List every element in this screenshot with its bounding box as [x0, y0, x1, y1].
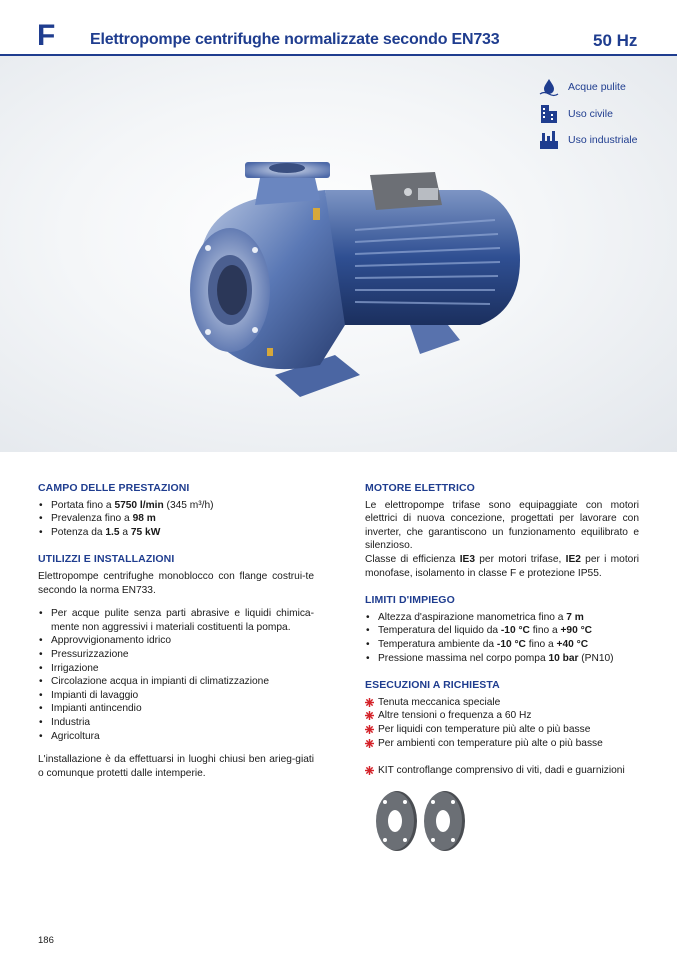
left-column: [38, 482, 314, 780]
use-label: Uso industriale: [568, 134, 638, 146]
list-item: • Prevalenza fino a 98 m: [38, 512, 314, 526]
page-title: Elettropompe centrifughe normalizzate secondo EN733: [90, 31, 500, 48]
asterisk-icon: [365, 711, 374, 720]
list-item: Per liquidi con temperature più alte o più basse: [365, 723, 639, 737]
kit-list: [365, 764, 639, 778]
use-item-industrial: [538, 127, 637, 153]
list-item: • Impianti di lavaggio: [38, 689, 314, 703]
water-drop-icon: [538, 76, 560, 98]
list-item: • Irrigazione: [38, 662, 314, 676]
section-letter: F: [37, 19, 56, 52]
list-item: • Potenza da 1.5 a 75 kW: [38, 526, 314, 540]
list-item: • Temperatura ambiente da -10 °C fino a +40 °C: [365, 638, 639, 652]
list-item: Per ambienti con temperature più alte o più basse: [365, 737, 639, 751]
list-item: • Temperatura del liquido da -10 °C fino a +90 °C: [365, 624, 639, 638]
campo-list: [38, 499, 314, 540]
use-item-clean-water: [538, 74, 637, 100]
limiti-heading: LIMITI D'IMPIEGO: [365, 594, 455, 607]
list-item: Tenuta meccanica speciale: [365, 696, 639, 710]
utilizzi-list: [38, 607, 314, 743]
civil-building-icon: [538, 103, 560, 125]
list-item: • Industria: [38, 716, 314, 730]
efficiency-text: Classe di efficienza IE3 per motori trifase, IE2 per i motori monofase, isolamento in classe F e protezione IP55.: [365, 553, 639, 579]
asterisk-icon: [365, 766, 374, 775]
industrial-plant-icon: [538, 129, 560, 151]
centrifugal-pump-image: [180, 150, 525, 415]
esecuzioni-list: [365, 696, 639, 750]
campo-heading: CAMPO DELLE PRESTAZIONI: [38, 482, 190, 494]
list-item: • Circolazione acqua in impianti di climatizzazione: [38, 675, 314, 689]
asterisk-icon: [365, 739, 374, 748]
page-header: [0, 0, 677, 56]
utilizzi-intro: Elettropompe centrifughe monoblocco con flange costrui-te secondo la norma EN733.: [38, 570, 314, 596]
list-item: • Portata fino a 5750 l/min (345 m³/h): [38, 499, 314, 513]
installation-note: L'installazione è da effettuarsi in luoghi chiusi ben arieg-giati o comunque protetti dalle intemperie.: [38, 754, 314, 779]
list-item: • Altezza d'aspirazione manometrica fino a 7 m: [365, 611, 639, 625]
motore-heading: MOTORE ELETTRICO: [365, 482, 475, 494]
utilizzi-heading: UTILIZZI E INSTALLAZIONI: [38, 553, 175, 566]
asterisk-icon: [365, 725, 374, 734]
use-label: Acque pulite: [568, 81, 626, 93]
esecuzioni-heading: ESECUZIONI A RICHIESTA: [365, 679, 500, 692]
page-number: 186: [38, 935, 54, 946]
limiti-list: [365, 611, 639, 665]
list-item: • Agricoltura: [38, 730, 314, 744]
list-item: • Impianti antincendio: [38, 702, 314, 716]
use-item-civil: [538, 101, 637, 127]
motore-text: Le elettropompe trifase sono equipaggiate con motori elettrici di nuova concezione, progettati per lavorare con inverter, che garantiscono un funzionamento equilibrato e silenzioso.: [365, 499, 639, 552]
counter-flanges-image: [370, 790, 470, 852]
use-label: Uso civile: [568, 107, 613, 120]
asterisk-icon: [365, 698, 374, 707]
list-item: Altre tensioni o frequenza a 60 Hz: [365, 709, 639, 723]
right-column: [365, 482, 639, 778]
frequency-label: 50 Hz: [593, 31, 638, 50]
list-item: KIT controflange comprensivo di viti, dadi e guarnizioni: [365, 764, 639, 778]
use-icons-list: [538, 74, 637, 154]
list-item: • Per acque pulite senza parti abrasive e liquidi chimica-mente non aggressivi i materiali costituenti la pompa.: [38, 607, 314, 634]
list-item: • Pressurizzazione: [38, 648, 314, 662]
list-item: • Approvvigionamento idrico: [38, 634, 314, 648]
list-item: • Pressione massima nel corpo pompa 10 bar (PN10): [365, 652, 639, 666]
